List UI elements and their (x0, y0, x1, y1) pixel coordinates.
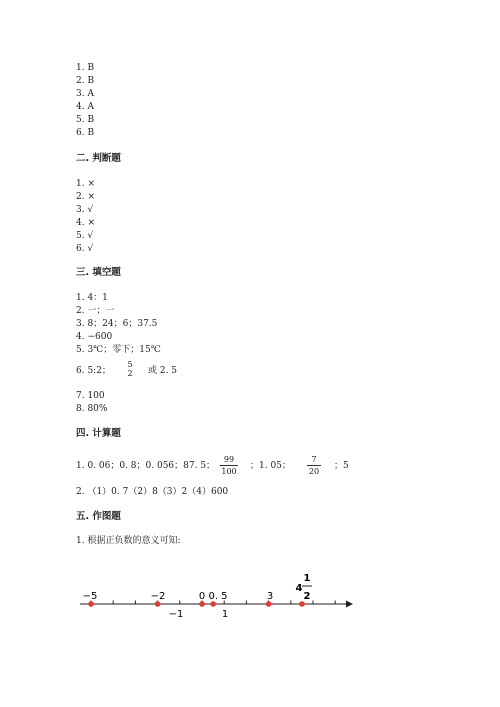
answer-item: 2. 一；一 (76, 306, 115, 316)
answer-item: 3. √ (76, 205, 94, 215)
label-1: 1 (221, 609, 229, 620)
answer-item: 5. B (76, 115, 95, 125)
fraction-denominator: 20 (308, 467, 320, 476)
answer-item: 1. 4：1 (76, 293, 108, 303)
answer-text: ；5 (334, 461, 349, 471)
fraction-numerator: 5 (127, 360, 133, 369)
answer-item: 6. B (76, 128, 95, 138)
label-minus-1: −1 (168, 609, 184, 620)
number-line-arrow-icon (346, 601, 353, 608)
answer-item: 2. × (76, 192, 95, 202)
number-line-point (199, 601, 205, 607)
number-line-point (210, 601, 216, 607)
fraction-denominator: 2 (127, 369, 133, 378)
answer-item: 2. （1）0. 7（2）8（3）2（4）600 (76, 487, 229, 497)
answer-item: 1. 0. 06；0. 8；0. 056；87. 5； (76, 461, 216, 471)
number-line-point (88, 601, 94, 607)
label-0-5: 0. 5 (208, 591, 228, 602)
section-heading-calculation: 四. 计算题 (76, 428, 121, 439)
label-mixed-denominator: 2 (303, 591, 311, 602)
label-0: 0 (198, 591, 206, 602)
label-minus-2: −2 (150, 591, 166, 602)
answer-item: 5. √ (76, 231, 94, 241)
answer-item: 4. −600 (76, 332, 113, 342)
label-minus-5: −5 (82, 591, 98, 602)
section-heading-fill-blank: 三. 填空题 (76, 267, 121, 278)
answer-item: 1. 根据正负数的意义可知: (76, 536, 181, 546)
number-line-point (266, 601, 272, 607)
answer-item: 4. × (76, 218, 95, 228)
answer-item: 2. B (76, 76, 95, 86)
answer-item: 8. 80% (76, 404, 108, 414)
number-line-point (299, 601, 305, 607)
fraction-denominator: 100 (221, 467, 237, 476)
answer-item: 6. 5:2； (76, 366, 111, 376)
fraction-numerator: 99 (223, 455, 235, 464)
answer-item: 4. A (76, 102, 94, 112)
answer-text: 或 2. 5 (148, 366, 178, 376)
answer-item: 1. B (76, 63, 95, 73)
fraction-numerator: 7 (311, 455, 317, 464)
answer-item: 3. 8；24；6；37.5 (76, 319, 158, 329)
answer-item: 7. 100 (76, 391, 105, 401)
label-mixed-whole: 4 (295, 583, 303, 594)
answer-item: 6. √ (76, 244, 94, 254)
answer-text: ；1. 05； (250, 461, 291, 471)
section-heading-drawing: 五. 作图题 (76, 511, 121, 522)
answer-item: 5. 3℃；零下；15℃ (76, 345, 161, 355)
answer-item: 3. A (76, 89, 94, 99)
number-line-point (155, 601, 161, 607)
label-3: 3 (266, 591, 274, 602)
section-heading-judgement: 二. 判断题 (76, 153, 121, 164)
answer-item: 1. × (76, 179, 95, 189)
label-mixed-numerator: 1 (303, 573, 311, 584)
